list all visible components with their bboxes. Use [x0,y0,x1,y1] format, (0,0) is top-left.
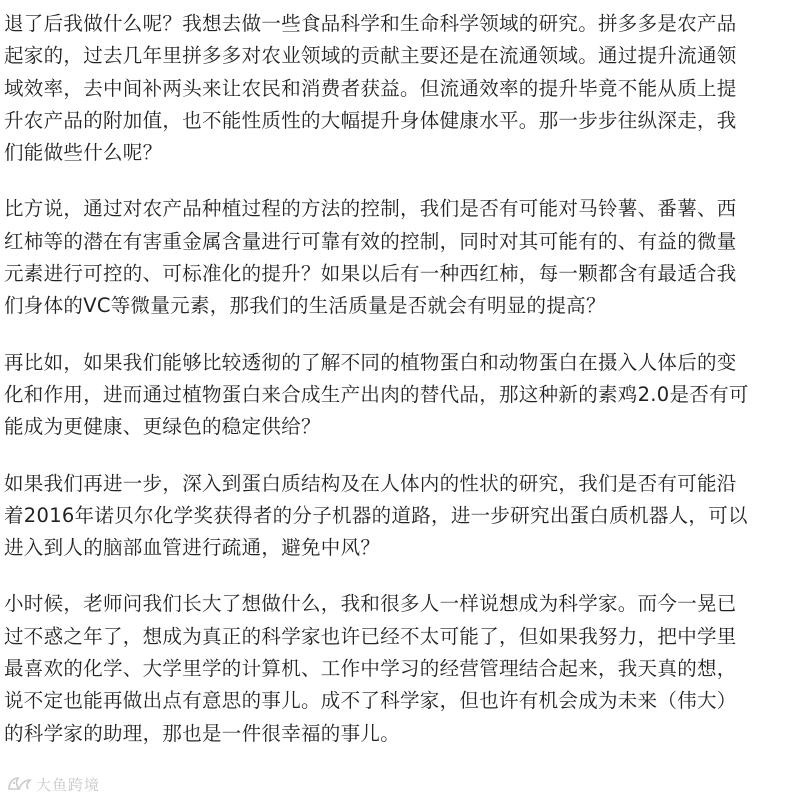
text-line: 能成为更健康、更绿色的稳定供给？ [4,415,321,439]
text-line: 起家的，过去几年里拼多多对农业领域的贡献主要还是在流通领域。通过提升流通领 [4,44,737,68]
paragraph-2 [4,193,796,322]
text-line: 过不惑之年了，想成为真正的科学家也许已经不太可能了，但如果我努力，把中学里 [4,624,737,648]
paragraph-4 [4,468,796,565]
text-line: 如果我们再进一步，深入到蛋白质结构及在人体内的性状的研究，我们是否有可能沿 [4,471,737,495]
text-line: 最喜欢的化学、大学里学的计算机、工作中学习的经营管理结合起来，我天真的想， [4,657,737,681]
text-line: 元素进行可控的、可标准化的提升？如果以后有一种西红柿，每一颗都含有最适合我 [4,262,737,286]
paragraph-3 [4,347,796,444]
text-line: 再比如，如果我们能够比较透彻的了解不同的植物蛋白和动物蛋白在摄入人体后的变 [4,350,737,374]
text-line: 说不定也能再做出点有意思的事儿。成不了科学家，但也许有机会成为未来（伟大） [4,689,737,713]
text-line: 进入到人的脑部血管进行疏通，避免中风？ [4,536,381,560]
text-line: 化和作用，进而通过植物蛋白来合成生产出肉的替代品，那这种新的素鸡2.0是否有可 [4,382,749,406]
paragraph-5 [4,588,796,749]
text-line: 比方说，通过对农产品种植过程的方法的控制，我们是否有可能对马铃薯、番薯、西 [4,197,737,221]
text-line: 们能做些什么呢？ [4,141,163,165]
text-line: 红柿等的潜在有害重金属含量进行可靠有效的控制，同时对其可能有的、有益的微量 [4,229,737,253]
text-line: 域效率，去中间补两头来让农民和消费者获益。但流通效率的提升毕竟不能从质上提 [4,76,737,100]
text-line: 们身体的VC等微量元素，那我们的生活质量是否就会有明显的提高？ [4,294,606,318]
text-line: 小时候，老师问我们长大了想做什么，我和很多人一样说想成为科学家。而今一晃已 [4,592,737,616]
text-line: 着2016年诺贝尔化学奖获得者的分子机器的道路，进一步研究出蛋白质机器人，可以 [4,503,748,527]
text-line: 退了后我做什么呢？我想去做一些食品科学和生命科学领域的研究。拼多多是农产品 [4,12,737,35]
article-body [4,0,796,774]
logo-mark-icon [6,775,32,793]
paragraph-1 [4,8,796,169]
watermark-text: 大鱼跨境 [36,775,101,794]
text-line: 升农产品的附加值，也不能性质性的大幅提升身体健康水平。那一步步往纵深走，我 [4,108,737,132]
watermark [6,773,100,795]
text-line: 的科学家的助理，那也是一件很幸福的事儿。 [4,721,401,745]
